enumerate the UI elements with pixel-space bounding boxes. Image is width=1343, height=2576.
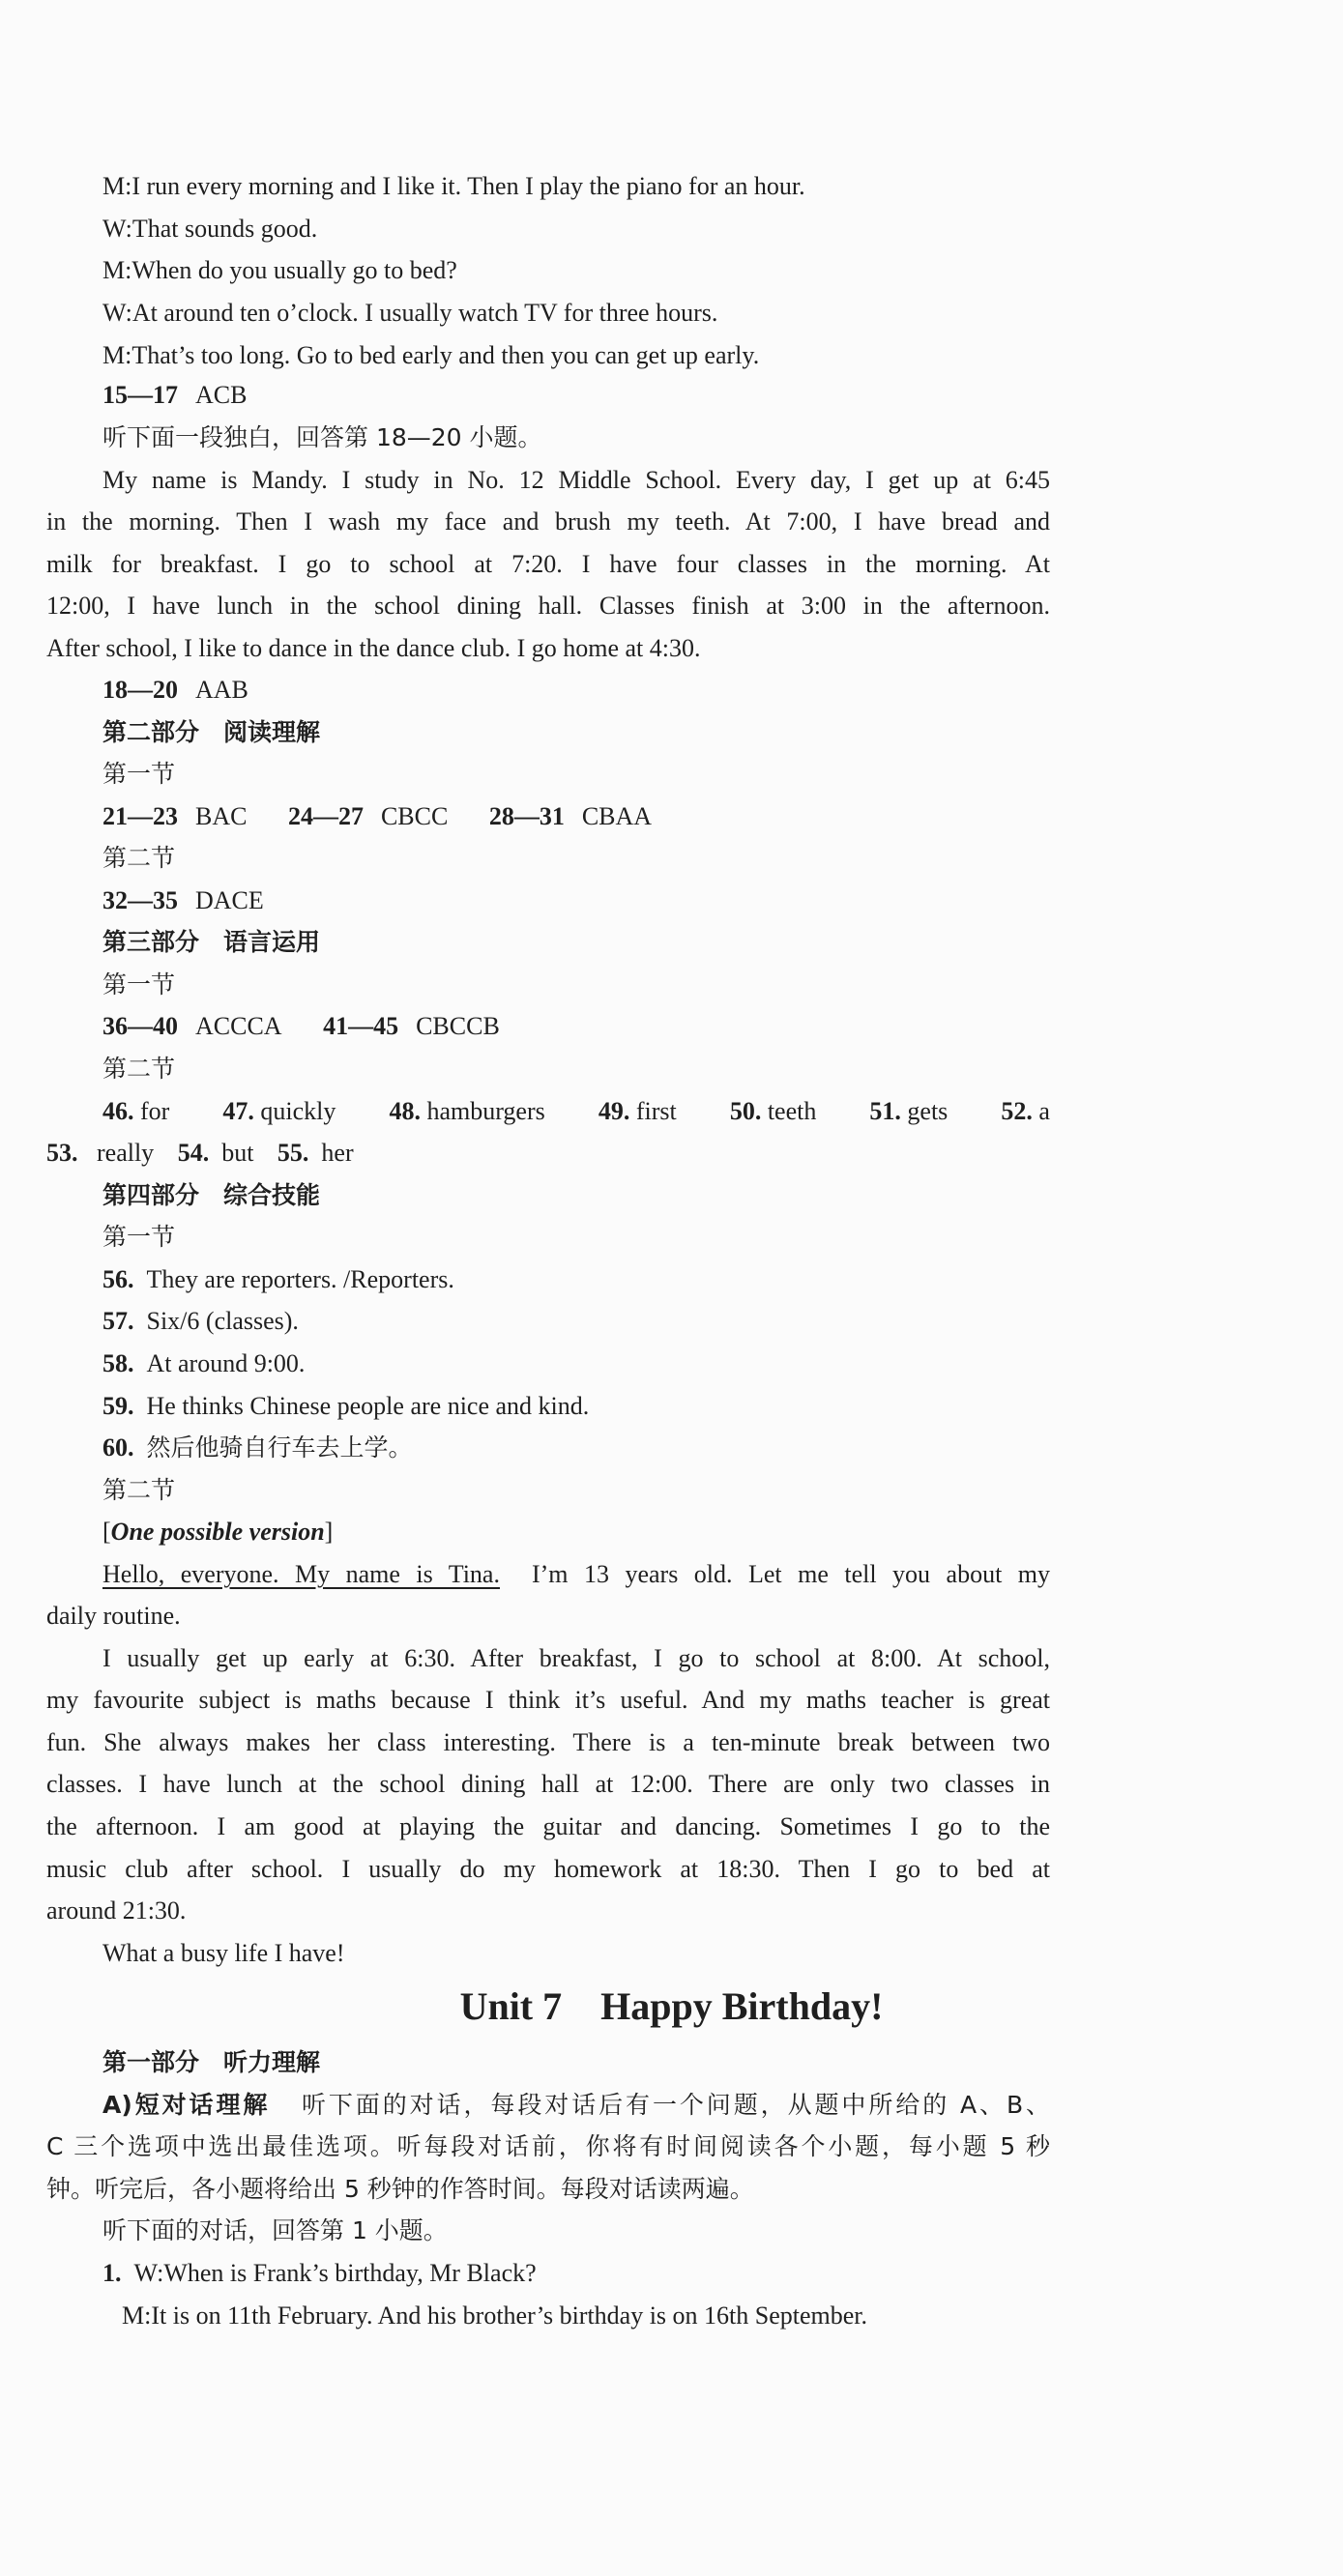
qa-answer: 59. He thinks Chinese people are nice and kind. — [102, 1392, 590, 1420]
essay-line: my favourite subject is maths because I think it’s useful. And my maths teacher is great — [46, 1686, 1050, 1714]
section2-label: 第二节 — [102, 844, 176, 872]
answers-32-35: 32—35 DACE — [102, 886, 264, 914]
monologue-line: My name is Mandy. I study in No. 12 Middle School. Every day, I get up at 6:45 — [102, 466, 1050, 494]
section2-label: 第二节 — [102, 1055, 176, 1083]
part2-heading: 第二部分 阅读理解 — [102, 718, 321, 746]
dialog-line: W:That sounds good. — [102, 215, 318, 243]
essay-line: around 21:30. — [46, 1896, 187, 1925]
section-a-instruction: A)短对话理解 听下面的对话，每段对话后有一个问题，从题中所给的 A、B、 — [102, 2091, 1051, 2119]
answers-21-31: 21—23 BAC 24—27 CBCC 28—31 CBAA — [102, 802, 653, 830]
answer-18-20: 18—20 AAB — [102, 676, 248, 704]
section-a-instruction: C 三个选项中选出最佳选项。听每段对话前，你将有时间阅读各个小题，每小题 5 秒 — [46, 2132, 1050, 2160]
q1-line: M:It is on 11th February. And his brother’s birthday is on 16th September. — [122, 2301, 868, 2330]
unit-title: Unit 7 Happy Birthday! — [459, 1984, 884, 2028]
monologue-line: in the morning. Then I wash my face and brush my teeth. At 7:00, I have bread and — [46, 507, 1050, 535]
fill-answers-row: 53. really 54. but 55. her — [46, 1139, 354, 1167]
dialog-line: M:When do you usually go to bed? — [102, 256, 457, 284]
qa-answer: 56. They are reporters. /Reporters. — [102, 1265, 454, 1293]
instruction-18-20: 听下面一段独白，回答第 18—20 小题。 — [102, 423, 542, 451]
monologue-line: 12:00, I have lunch in the school dining hall. Classes finish at 3:00 in the afternoon. — [46, 592, 1050, 620]
section1-label: 第一节 — [102, 760, 176, 788]
q1-line: 1. W:When is Frank’s birthday, Mr Black? — [102, 2259, 537, 2287]
part4-heading: 第四部分 综合技能 — [102, 1181, 321, 1209]
essay-line: the afternoon. I am good at playing the guitar and dancing. Sometimes I go to the — [46, 1812, 1050, 1840]
section1-label: 第一节 — [102, 970, 176, 999]
section-a-instruction: 钟。听完后，各小题将给出 5 秒钟的作答时间。每段对话读两遍。 — [46, 2175, 754, 2203]
fill-answers-row: 46. for 47. quickly 48. hamburgers 49. first 50. teeth 51. gets 52. a — [102, 1097, 1050, 1125]
essay-line: daily routine. — [46, 1602, 181, 1630]
essay-line: Hello, everyone. My name is Tina. I’m 13 years old. Let me tell you about my — [102, 1560, 1051, 1588]
section2-label: 第二节 — [102, 1476, 176, 1504]
qa-answer: 60. 然后他骑自行车去上学。 — [102, 1433, 413, 1462]
answers-36-45: 36—40 ACCCA 41—45 CBCCB — [102, 1012, 500, 1040]
monologue-line: After school, I like to dance in the dance club. I go home at 4:30. — [46, 634, 701, 662]
monologue-line: milk for breakfast. I go to school at 7:20. I have four classes in the morning. At — [46, 550, 1050, 578]
qa-answer: 58. At around 9:00. — [102, 1349, 306, 1377]
qa-answer: 57. Six/6 (classes). — [102, 1307, 299, 1335]
section1-label: 第一节 — [102, 1223, 176, 1251]
dialog-line: M:That’s too long. Go to bed early and then you can get up early. — [102, 341, 760, 369]
essay-line: music club after school. I usually do my homework at 18:30. Then I go to bed at — [46, 1855, 1050, 1883]
part3-heading: 第三部分 语言运用 — [102, 928, 321, 956]
version-label: [One possible version] — [102, 1518, 334, 1546]
instruction-q1: 听下面的对话，回答第 1 小题。 — [102, 2216, 448, 2244]
essay-line: classes. I have lunch at the school dining hall at 12:00. There are only two classes in — [46, 1770, 1050, 1798]
essay-line: I usually get up early at 6:30. After breakfast, I go to school at 8:00. At school, — [102, 1644, 1050, 1672]
part1-heading: 第一部分 听力理解 — [102, 2048, 321, 2076]
dialog-line: M:I run every morning and I like it. Then I play the piano for an hour. — [102, 172, 805, 200]
dialog-line: W:At around ten o’clock. I usually watch TV for three hours. — [102, 299, 718, 327]
essay-line: What a busy life I have! — [102, 1939, 345, 1967]
essay-line: fun. She always makes her class interesting. There is a ten-minute break between two — [46, 1728, 1050, 1756]
answer-15-17: 15—17 ACB — [102, 381, 248, 409]
